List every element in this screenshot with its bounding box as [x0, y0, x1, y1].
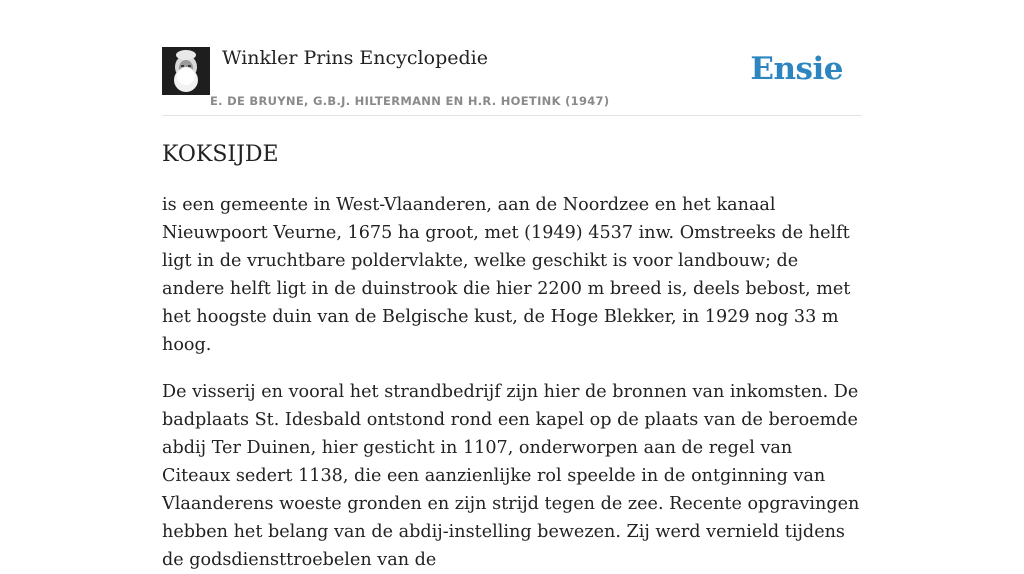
encyclopedia-title[interactable]: Winkler Prins Encyclopedie — [222, 47, 488, 69]
ensie-logo[interactable]: Ensie — [750, 51, 843, 87]
article-paragraph: is een gemeente in West-Vlaanderen, aan de Noordzee en het kanaal Nieuwpoort Veurne, 1675 ha groot, met (1949) 4537 inw. Omstreeks de helft ligt in de vruchtbare poldervlakte, welke geschikt is voor landbouw; de andere helft ligt in de duinstrook die hier 2200 m breed is, deels bebost, met het hoogste duin van de Belgische kust, de Hoge Blekker, in 1929 nog 33 m hoog. — [162, 195, 851, 355]
author-portrait-icon[interactable] — [162, 47, 210, 95]
page — [162, 0, 862, 570]
article-title: KOKSIJDE — [162, 142, 279, 167]
article-paragraph: De visserij en vooral het strandbedrijf zijn hier de bronnen van inkomsten. De badplaats St. Idesbald ontstond rond een kapel op de plaats van de beroemde abdij Ter Duinen, hier gesticht in 1107, onderworpen aan de regel van Citeaux sedert 1138, die een aanzienlijke rol speelde in de ontginning van Vlaanderens woeste gronden en zijn strijd tegen de zee. Recente opgravingen hebben het belang van de abdij-instelling bewezen. Zij werd vernield tijdens de godsdiensttroebelen van de — [162, 382, 860, 570]
header — [162, 0, 862, 116]
author-portrait-graphic — [162, 47, 210, 95]
authors-line: E. DE BRUYNE, G.B.J. HILTERMANN EN H.R. HOETINK (1947) — [210, 94, 610, 108]
